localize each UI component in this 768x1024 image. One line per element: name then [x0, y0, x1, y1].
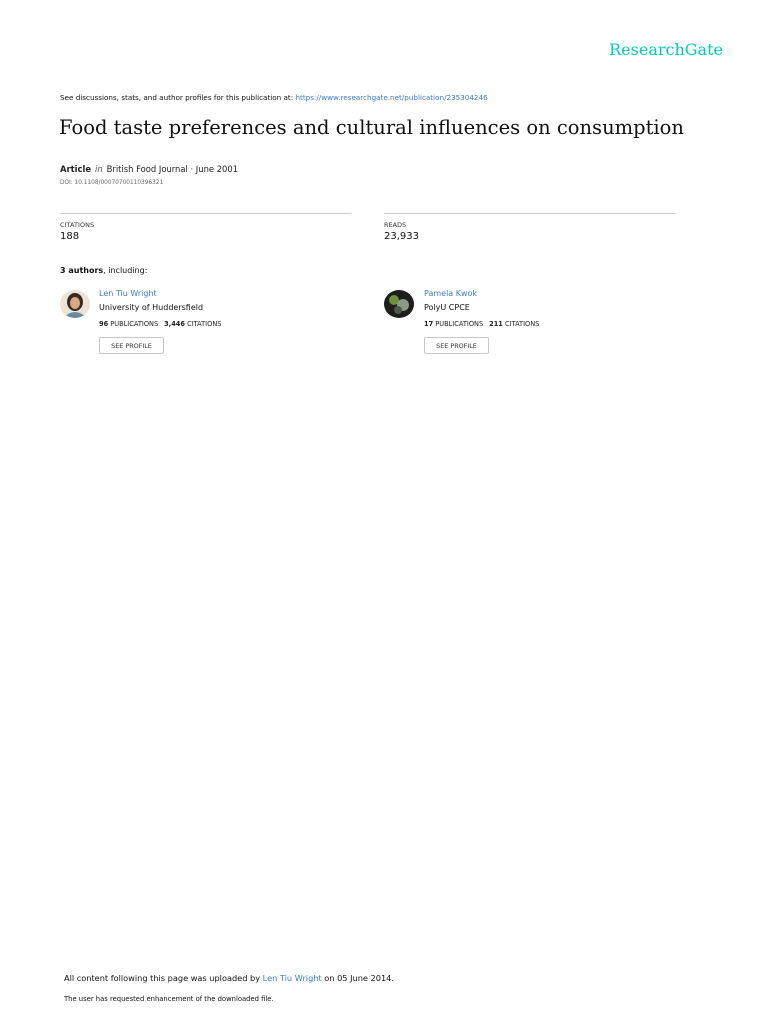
publication-title: Food taste preferences and cultural influences on consumption — [59, 116, 684, 139]
researchgate-logo[interactable]: ResearchGate — [609, 40, 723, 59]
intro-line — [60, 93, 710, 102]
author-publications-label: PUBLICATIONS — [435, 320, 484, 328]
see-profile-button[interactable]: SEE PROFILE — [424, 337, 489, 354]
see-profile-button[interactable]: SEE PROFILE — [99, 337, 164, 354]
reads-label: READS — [384, 221, 407, 229]
author-publications-label: PUBLICATIONS — [110, 320, 159, 328]
upload-suffix: on 05 June 2014. — [321, 973, 394, 983]
author-name-link[interactable]: Pamela Kwok — [424, 289, 478, 298]
citations-label: CITATIONS — [60, 221, 95, 229]
avatar[interactable] — [384, 290, 414, 318]
author-citations-count: 211 — [489, 320, 503, 328]
authors-count: 3 authors — [60, 266, 104, 275]
author-institution: PolyU CPCE — [424, 303, 470, 312]
avatar[interactable] — [60, 290, 90, 318]
author-stats — [424, 320, 539, 328]
authors-heading — [60, 266, 147, 275]
enhancement-note: The user has requested enhancement of the downloaded file. — [64, 995, 274, 1003]
author-citations-label: CITATIONS — [505, 320, 540, 328]
author-citations-label: CITATIONS — [187, 320, 222, 328]
publication-type: Article — [60, 164, 92, 174]
publication-meta — [60, 164, 460, 174]
avatar-photo-icon — [384, 290, 414, 318]
author-publications-count: 17 — [424, 320, 434, 328]
author-stats — [99, 320, 221, 328]
doi-text: DOI: 10.1108/00070700110396321 — [60, 180, 164, 186]
authors-suffix: , including: — [103, 266, 148, 275]
author-publications-count: 96 — [99, 320, 109, 328]
avatar-photo-icon — [60, 290, 90, 318]
reads-value: 23,933 — [384, 231, 419, 242]
venue-date: British Food Journal · June 2001 — [106, 164, 239, 174]
citations-value: 188 — [60, 231, 80, 242]
author-institution: University of Huddersfield — [99, 303, 204, 312]
uploader-link[interactable]: Len Tiu Wright — [262, 973, 322, 983]
citations-divider — [60, 213, 351, 214]
intro-text: See discussions, stats, and author profiles for this publication at: — [60, 93, 296, 102]
author-citations-count: 3,446 — [164, 320, 185, 328]
publication-link[interactable]: https://www.researchgate.net/publication/235304246 — [295, 93, 488, 102]
author-name-link[interactable]: Len Tiu Wright — [99, 289, 157, 298]
reads-divider — [384, 213, 676, 214]
upload-prefix: All content following this page was uploaded by — [64, 973, 263, 983]
upload-note — [64, 973, 394, 983]
in-word: in — [95, 164, 103, 174]
